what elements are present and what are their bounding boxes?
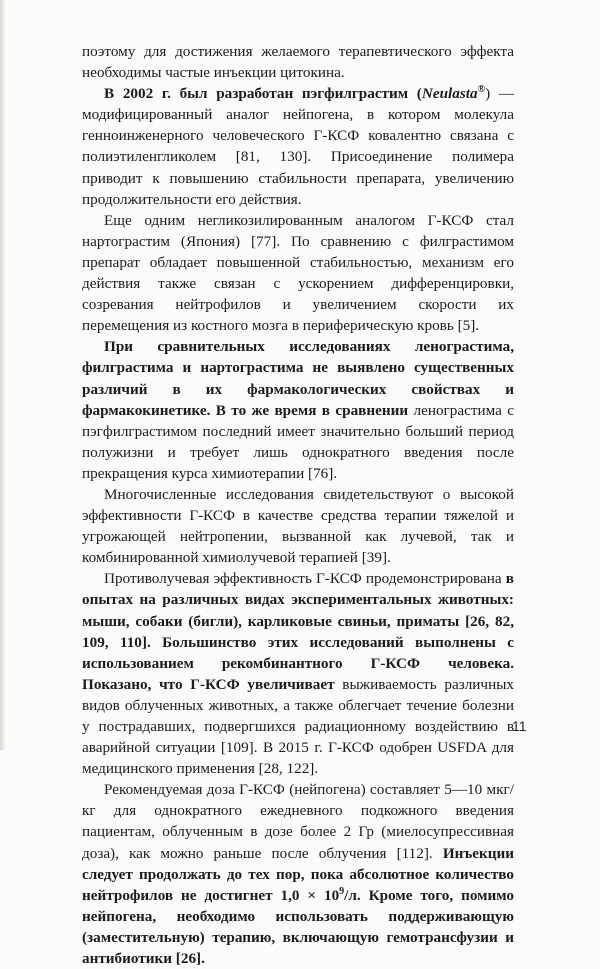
text-segment: ) — модифицированный аналог нейпогена, в котором молекула генноинженерного человеческого Г-КСФ ковалентно связана с полиэтиленгликолем [81, 130]. Присоединение полимера приводит к повышению стабильности препарата, увеличению продолжительности его действия. bbox=[82, 85, 515, 208]
paragraph-efficacy bbox=[82, 484, 514, 568]
bold-text-segment: Инъекции следует продолжать до тех пор, пока абсолютное количество нейтрофилов не достигнет 1,0 × 10 bbox=[82, 844, 514, 904]
paragraph-comparative-studies bbox=[82, 336, 514, 484]
page-number: 11 bbox=[512, 718, 527, 734]
bold-text-segment: в опытах на различных видах экспериментальных животных: мыши, собаки (бигли), карликовые свиньи, приматы [26, 82, 109, 110]. Большинство этих исследований выполнены с использованием рекомбинантного Г-КСФ человека. Показано, что Г-КСФ увеличивает bbox=[82, 570, 514, 693]
paragraph-radioprotective bbox=[82, 568, 514, 779]
bold-text-segment: Neulasta bbox=[421, 85, 478, 103]
paragraph-dosage bbox=[82, 779, 514, 969]
bold-text-segment: 9 bbox=[339, 885, 345, 897]
text-segment: выживаемость различных видов облученных животных, а также облегчает течение болезни у пострадавших, подвергшихся радиационному воздействию в аварийной ситуации [109]. В 2015 г. Г-КСФ одобрен USFDA для медицинского применения [28, 122]. bbox=[82, 675, 514, 778]
bold-text-segment: В 2002 г. был разработан пэгфилграстим ( bbox=[104, 85, 422, 103]
document-body bbox=[82, 41, 514, 969]
paragraph-pegfilgrastim bbox=[82, 83, 514, 210]
bold-text-segment: ® bbox=[477, 84, 486, 96]
bold-text-segment: /л. Кроме того, помимо нейпогена, необходимо использовать поддерживающую (заместительную) терапию, включающую гемотрансфузии и антибиотики [26]. bbox=[82, 886, 514, 968]
page-edge-shadow bbox=[0, 0, 6, 750]
text-segment: Многочисленные исследования свидетельствуют о высокой эффективности Г-КСФ в качестве средства терапии тяжелой и угрожающей нейтропении, вызванной как лучевой, так и комбинированной химиолучевой терапией [39]. bbox=[82, 485, 514, 567]
paragraph-nartograstim bbox=[82, 210, 514, 337]
paragraph bbox=[82, 41, 514, 83]
text-segment: Рекомендуемая доза Г-КСФ (нейпогена) составляет 5—10 мкг/кг для однократного ежедневного подкожного введения пациентам, облученным в дозе более 2 Гр (миелосупрессивная доза), как можно раньше после облучения [112]. bbox=[82, 781, 514, 862]
bold-text-segment: При сравнительных исследованиях ленограстима, филграстима и нартограстима не выявлено существенных различий в их фармакологических свойствах и фармакокинетике. В то же время в сравнении bbox=[82, 338, 514, 419]
text-segment: поэтому для достижения желаемого терапевтического эффекта необходимы частые инъекции цитокина. bbox=[82, 43, 514, 82]
text-segment: Противолучевая эффективность Г-КСФ продемонстрирована bbox=[104, 570, 506, 588]
text-segment: ленограстима с пэгфилграстимом последний имеет значительно больший период полужизни и требует лишь однократного введения после прекращения курса химиотерапии [76]. bbox=[82, 401, 514, 482]
text-segment: Еще одним негликозилированным аналогом Г-КСФ стал нартограстим (Япония) [77]. По сравнению с филграстимом препарат обладает повышенной стабильностью, механизм его действия также связан с ускорением дифференцировки, созревания нейтрофилов и увеличением скорости их перемещения из костного мозга в периферическую кровь [5]. bbox=[82, 211, 514, 335]
